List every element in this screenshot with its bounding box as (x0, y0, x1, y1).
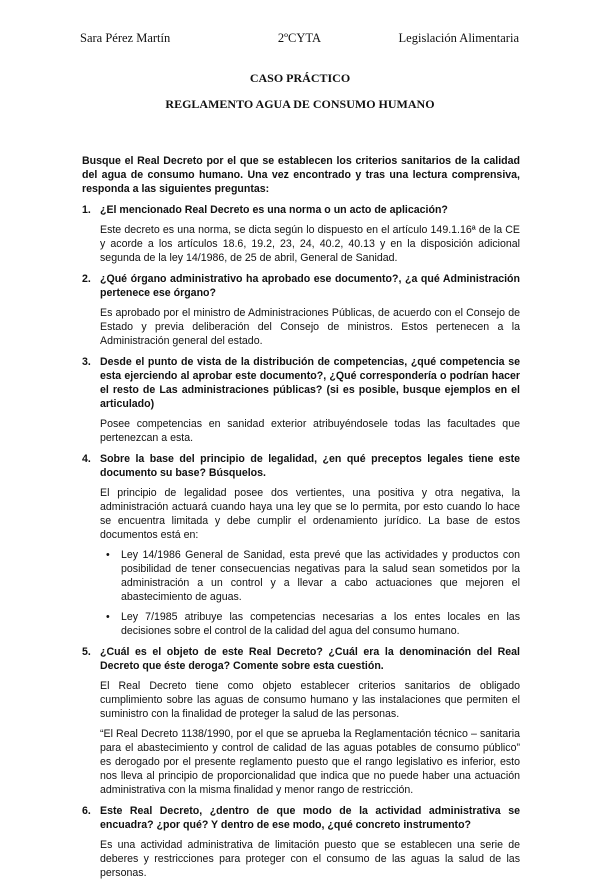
document-title: CASO PRÁCTICO (249, 71, 351, 85)
question-text: ¿El mencionado Real Decreto es una norma o un acto de aplicación? (100, 204, 448, 216)
question-5 (82, 645, 520, 797)
bullet-icon: • (106, 549, 110, 561)
question-3 (82, 355, 520, 445)
intro-paragraph: Busque el Real Decreto por el que se establecen los criterios sanitarios de la calidad del agua de consumo humano. Una vez encontrado y tras una lectura comprensiva, responda a las siguientes preguntas: (82, 155, 520, 195)
header-subject: Legislación Alimentaria (398, 31, 519, 45)
header-author: Sara Pérez Martín (80, 31, 171, 45)
bullet-text: Ley 14/1986 General de Sanidad, esta prevé que las actividades y productos con posibilidad de tener consecuencias negativas para la salud sean sometidos por la administración a un control y a llevar a cabo actuaciones que mejoren el abastecimiento de aguas. (121, 549, 520, 603)
question-1 (82, 203, 520, 265)
question-number: 4. (82, 453, 91, 465)
answer-paragraph: Este decreto es una norma, se dicta según lo dispuesto en el artículo 149.1.16ª de la CE y acorde a los artículos 18.6, 19.2, 23, 24, 40.2, 40.13 y en la disposición adicional segunda de la ley 14/1986, de 25 de abril, General de Sanidad. (100, 224, 520, 264)
question-text: Desde el punto de vista de la distribución de competencias, ¿qué competencia se esta ejerciendo al aprobar este documento?, ¿Qué correspondería o podrían hacer el resto de Las administraciones públicas? (si es posible, busque ejemplos en el articulado) (100, 356, 520, 410)
answer-paragraph: Es aprobado por el ministro de Administraciones Públicas, de acuerdo con el Consejo de Estado y previa deliberación del Consejo de ministros. Estos pertenecen a la Administración general del estado. (100, 307, 520, 347)
answer-paragraph: Es una actividad administrativa de limitación puesto que se establecen una serie de deberes y restricciones para proteger con el consumo de las aguas la salud de las personas. (100, 839, 520, 879)
question-4 (82, 452, 520, 638)
question-number: 5. (82, 646, 91, 658)
question-text: Este Real Decreto, ¿dentro de que modo de la actividad administrativa se encuadra? ¿por qué? Y dentro de ese modo, ¿qué concreto instrumento? (100, 805, 520, 831)
question-text: Sobre la base del principio de legalidad, ¿en qué preceptos legales tiene este documento su base? Búsquelos. (100, 453, 520, 479)
page-header (80, 31, 519, 47)
question-2 (82, 272, 520, 348)
answer-paragraph: El Real Decreto tiene como objeto establecer criterios sanitarios de obligado cumplimiento sobre las aguas de consumo humano y las instalaciones que permiten el suministro con la finalidad de proteger la salud de las personas. (100, 680, 520, 720)
question-number: 6. (82, 805, 91, 817)
question-text: ¿Qué órgano administrativo ha aprobado ese documento?, ¿a qué Administración pertenece ese órgano? (100, 273, 520, 299)
bullet-icon: • (106, 611, 110, 623)
answer-paragraph: El principio de legalidad posee dos vertientes, una positiva y otra negativa, la administración actuará cuando haya una ley que se lo permita, por esto cuando lo hace se encuentra limitada y debe cumplir el ordenamiento jurídico. La base de estos documentos está en: (100, 487, 520, 541)
bullet-text: Ley 7/1985 atribuye las competencias necesarias a los entes locales en las decisiones sobre el control de la calidad del agua del consumo humano. (121, 611, 520, 637)
bullet-item (100, 610, 520, 638)
document-body (82, 154, 520, 887)
answer-paragraph: “El Real Decreto 1138/1990, por el que se aprueba la Reglamentación técnico – sanitaria para el abastecimiento y control de calidad de las aguas potables de consumo público” es derogado por el presente reglamento puesto que el rango legislativo es inferior, esto nos lleva al principio de proporcionalidad que indica que no puede haber una actuación administrativa con la misma finalidad y menor rango de restricción. (100, 728, 520, 796)
question-text: ¿Cuál es el objeto de este Real Decreto? ¿Cuál era la denominación del Real Decreto que éste deroga? Comente sobre esta cuestión. (100, 646, 520, 672)
document-subtitle: REGLAMENTO AGUA DE CONSUMO HUMANO (165, 97, 435, 111)
question-number: 2. (82, 273, 91, 285)
bullet-list (100, 548, 520, 638)
question-number: 1. (82, 204, 91, 216)
header-course: 2ºCYTA (277, 31, 322, 45)
bullet-item (100, 548, 520, 604)
question-6 (82, 804, 520, 880)
question-number: 3. (82, 356, 91, 368)
answer-paragraph: Posee competencias en sanidad exterior atribuyéndosele todas las facultades que pertenezcan a esta. (100, 418, 520, 444)
